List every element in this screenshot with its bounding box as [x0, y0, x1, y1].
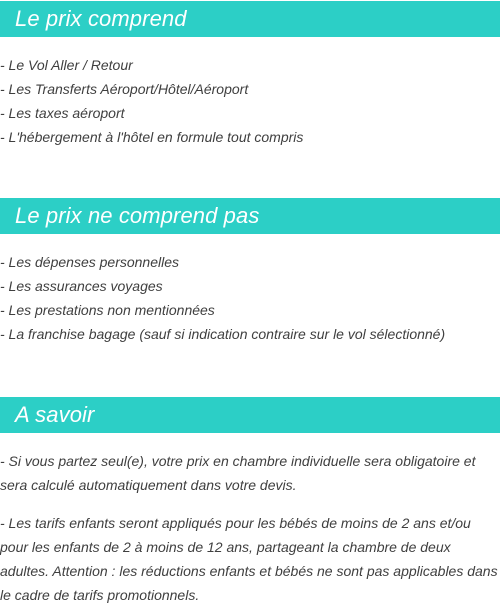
section-title-good-to-know: A savoir	[15, 402, 95, 427]
section-header-not-included	[0, 198, 500, 234]
list-item: - Les taxes aéroport	[0, 105, 125, 121]
info-paragraph-child-rates: - Les tarifs enfants seront appliqués pour les bébés de moins de 2 ans et/ou pour les enfants de 2 à moins de 12 ans, partageant la chambre de deux adultes. Attention : les réductions enfants et bébés ne sont pas applicables dans le cadre de tarifs promotionnels.	[0, 515, 498, 603]
list-item: - Le Vol Aller / Retour	[0, 57, 133, 73]
list-item: - Les dépenses personnelles	[0, 254, 180, 270]
price-details	[0, 1, 500, 607]
section-header-good-to-know	[0, 397, 500, 433]
section-header-included	[0, 1, 500, 37]
list-item: - Les assurances voyages	[0, 278, 163, 294]
not-included-list	[0, 250, 500, 346]
section-title-included: Le prix comprend	[15, 6, 187, 31]
list-item: - Les Transferts Aéroport/Hôtel/Aéroport	[0, 81, 249, 97]
included-list	[0, 53, 500, 149]
list-item: - Les prestations non mentionnées	[0, 302, 215, 318]
list-item: - La franchise bagage (sauf si indication contraire sur le vol sélectionné)	[0, 326, 446, 342]
list-item: - L'hébergement à l'hôtel en formule tout compris	[0, 129, 304, 145]
section-title-not-included: Le prix ne comprend pas	[15, 203, 260, 228]
info-paragraph-single-room: - Si vous partez seul(e), votre prix en chambre individuelle sera obligatoire et sera calculé automatiquement dans votre devis.	[0, 453, 476, 493]
